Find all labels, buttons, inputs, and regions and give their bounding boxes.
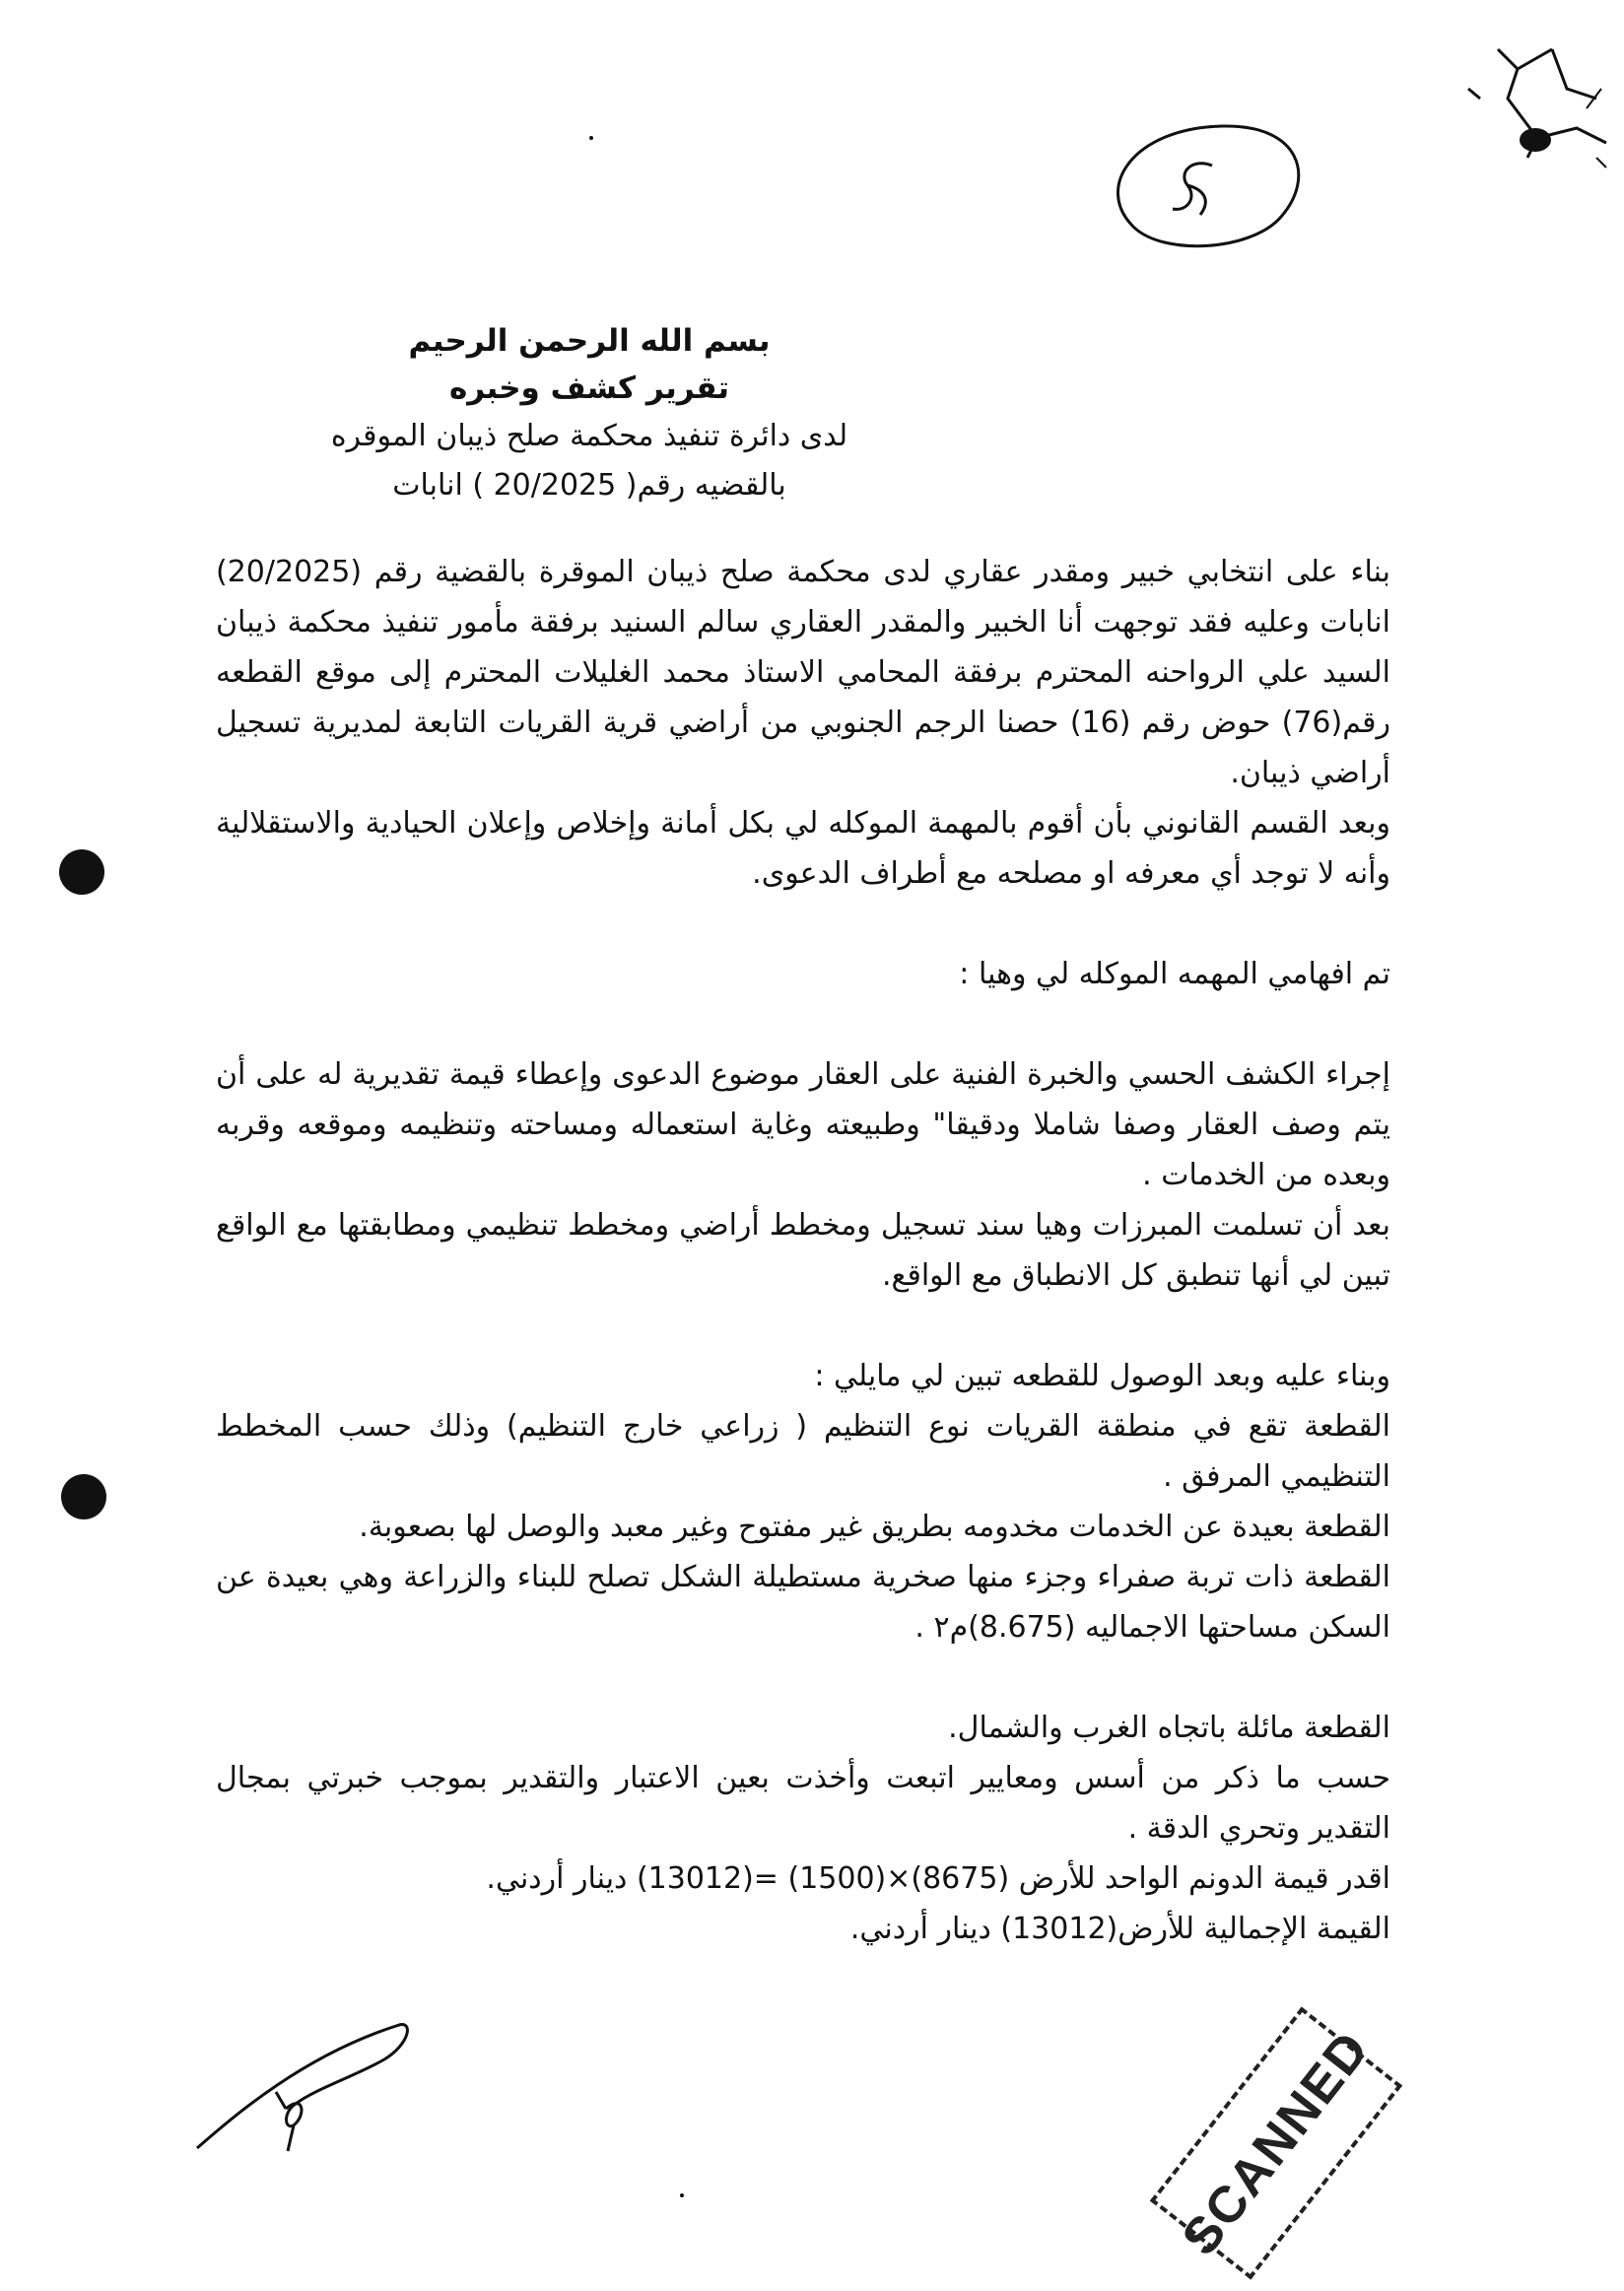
- speck: [589, 136, 593, 140]
- basmala: بسم الله الرحمن الرحيم: [408, 323, 771, 359]
- paragraph-soil-area: القطعة ذات تربة صفراء وجزء منها صخرية مستطيلة الشكل تصلح للبناء والزراعة وهي بعيدة عن السكن مساحتها الاجماليه (8.675)م٢ .: [216, 1560, 1390, 1645]
- signature: [177, 2015, 424, 2158]
- paragraph-task-intro: تم افهامي المهمه الموكله لي وهيا :: [959, 957, 1390, 991]
- document-header: [313, 317, 865, 510]
- paragraph-oath: وبعد القسم القانوني بأن أقوم بالمهمة الموكله لي بكل أمانة وإخلاص وإعلان الحيادية والاستقلالية وأنه لا توجد أي معرفه او مصلحه مع أطراف الدعوى.: [216, 806, 1390, 891]
- paragraph-services: القطعة بعيدة عن الخدمات مخدومه بطريق غير مفتوح وغير معبد والوصل لها بصعوبة.: [359, 1510, 1390, 1544]
- paragraph-task-description: إجراء الكشف الحسي والخبرة الفنية على العقار موضوع الدعوى وإعطاء قيمة تقديرية له على أن يتم وصف العقار وصفا شاملا ودقيقا" وطبيعته وغاية استعماله ومساحته وتنظيمه وموقعه وقربه وبعده من الخدمات .: [216, 1057, 1390, 1192]
- case-line: بالقضيه رقم( 20/2025 ) انابات: [392, 468, 786, 503]
- corner-signature-scribble: [1458, 30, 1624, 187]
- stamp-text: SCANNED: [1171, 2020, 1382, 2266]
- paragraph-documents-received: بعد أن تسلمت المبرزات وهيا سند تسجيل ومخطط أراضي ومخطط تنظيمي ومطابقتها مع الواقع تبين لي أنها تنطبق كل الانطباق مع الواقع.: [216, 1208, 1390, 1293]
- scanned-stamp: [1150, 2006, 1402, 2279]
- punch-hole-bottom: [61, 1474, 106, 1519]
- punch-hole-top: [59, 849, 104, 895]
- report-title: تقرير كشف وخبره: [448, 371, 730, 406]
- paragraph-zoning: القطعة تقع في منطقة القريات نوع التنظيم ( زراعي خارج التنظيم) وذلك حسب المخطط التنظيمي المرفق .: [216, 1409, 1390, 1494]
- paragraph-findings-intro: وبناء عليه وبعد الوصول للقطعه تبين لي مايلي :: [814, 1359, 1390, 1393]
- court-line: لدى دائرة تنفيذ محكمة صلح ذيبان الموقره: [330, 419, 848, 453]
- circled-page-mark: [1094, 118, 1320, 266]
- report-body: [216, 547, 1390, 1954]
- paragraph-slope: القطعة مائلة باتجاه الغرب والشمال.: [948, 1711, 1390, 1745]
- paragraph-criteria: حسب ما ذكر من أسس ومعايير اتبعت وأخذت بعين الاعتبار والتقدير بموجب خبرتي بمجال التقدير وتحري الدقة .: [216, 1761, 1390, 1846]
- paragraph-appointment: بناء على انتخابي خبير ومقدر عقاري لدى محكمة صلح ذيبان الموقرة بالقضية رقم (20/2025) انابات وعليه فقد توجهت أنا الخبير والمقدر العقاري سالم السنيد برفقة مأمور تنفيذ محكمة ذيبان السيد علي الرواحنه المحترم برفقة المحامي الاستاذ محمد الغليلات المحترم إلى موقع القطعه رقم(76) حوض رقم (16) حصنا الرجم الجنوبي من أراضي قرية القريات التابعة لمديرية تسجيل أراضي ذيبان.: [216, 555, 1390, 790]
- speck: [680, 2193, 684, 2197]
- paragraph-total-value: القيمة الإجمالية للأرض(13012) دينار أردني.: [849, 1912, 1390, 1946]
- paragraph-dunum-value: اقدر قيمة الدونم الواحد للأرض (8675)×(1500) =(13012) دينار أردني.: [486, 1861, 1390, 1896]
